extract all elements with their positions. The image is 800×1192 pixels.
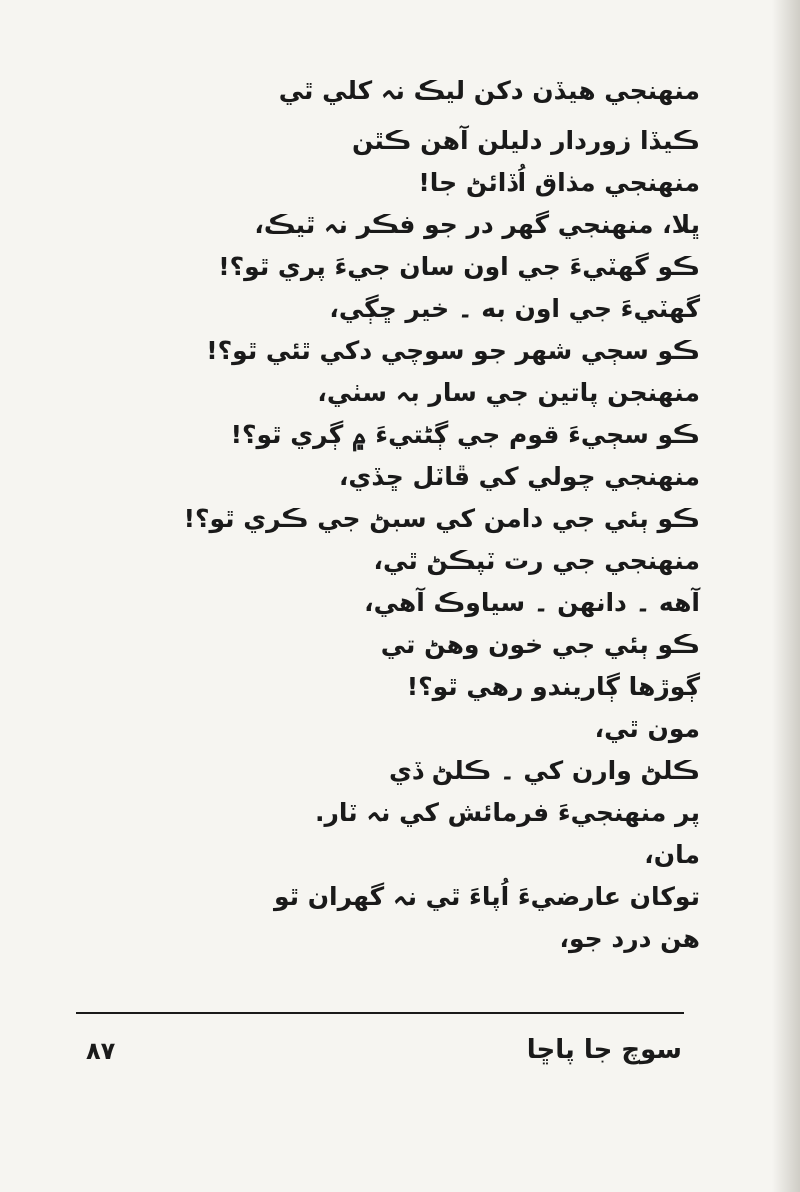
poem-line: منهنجي چولي کي ڦاٽل ڇڏي، (338, 462, 700, 491)
poem-line: ڀلا، منهنجي گهر در جو فڪر نہ ٿيڪ، (254, 210, 700, 239)
poem-line: مون ٿي، (594, 714, 700, 743)
footer-divider (76, 1012, 684, 1014)
poem-line: منهنجن پاتين جي سار بہ سٺي، (317, 378, 700, 407)
poem-line: توکان عارضيءَ اُپاءَ ٿي نہ گهران ٿو (273, 882, 700, 911)
poem-line: ڳوڙها ڳاريندو رهي ٿو؟! (406, 672, 700, 701)
poem-line: منهنجي هيڏن دکن ليڪ نہ کلي ٿي (278, 76, 700, 105)
poem-line: آهه ۔ دانهن ۔ سياوڪ آهي، (364, 588, 700, 617)
page-number: ٨٧ (86, 1037, 116, 1065)
poem-line: ڪو گهٽيءَ جي اون سان جيءَ پري ٿو؟! (218, 252, 700, 281)
poem-line: ڪو ٻئي جي خون وهڻ تي (380, 630, 700, 659)
poem-line: هن درد جو، (559, 924, 700, 953)
poem-line: گهٽيءَ جي اون به ۔ خير ڇڳي، (329, 294, 700, 323)
poem-line: مان، (644, 840, 700, 869)
poem-line: ڪلڻ وارن کي ۔ ڪلڻ ڏي (389, 756, 700, 785)
page-edge-shadow (772, 0, 800, 1192)
poem-line: ڪو سڄي شهر جو سوچي دکي ٿئي ٿو؟! (206, 336, 700, 365)
poem-line: منهنجي جي رت ٽپڪڻ ٿي، (373, 546, 700, 575)
book-title: سوچ جا پاڇا (526, 1035, 682, 1065)
poem-line: ڪو سڄيءَ قوم جي ڳڻتيءَ ۾ ڳري ٿو؟! (230, 420, 700, 449)
poem-line: ڪو ٻئي جي دامن کي سبڻ جي ڪري ٿو؟! (183, 504, 700, 533)
poem-line: پر منهنجيءَ فرمائش کي نہ ٽار. (315, 798, 700, 827)
poem-text (90, 70, 700, 960)
poem-line: ڪيڏا زوردار دليلن آهن ڪٿن (351, 126, 700, 155)
poem-line: منهنجي مذاق اُڏائڻ جا! (418, 168, 700, 197)
